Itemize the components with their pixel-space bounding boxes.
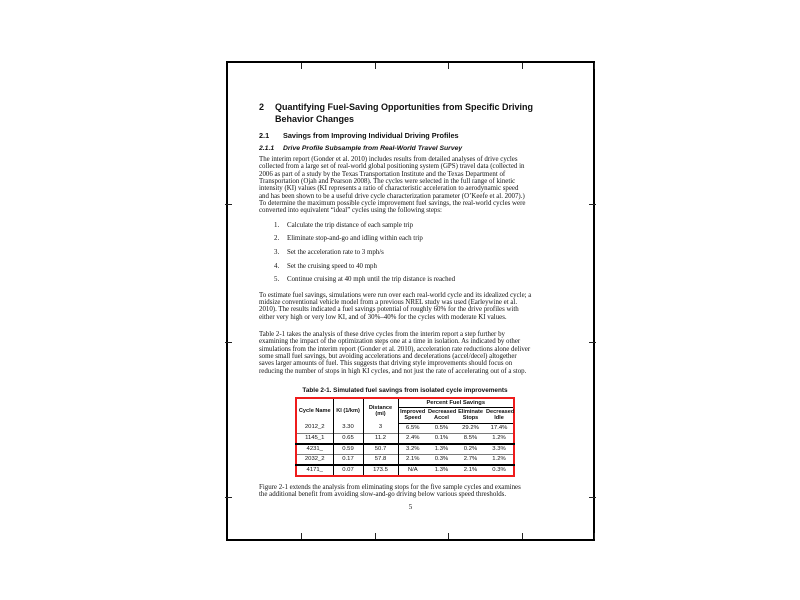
table-cell: 2032_2	[296, 454, 333, 465]
table-cell: 17.4%	[490, 424, 508, 431]
table-cell: N/A	[407, 466, 418, 473]
list-item-number: 4.	[274, 262, 280, 270]
column-header-decreased-accel: Decreased Accel	[428, 409, 457, 422]
table-cell: 0.2%	[463, 445, 478, 452]
section-number: 2	[259, 102, 265, 112]
table-cell: 2.1%	[406, 455, 420, 462]
crop-mark	[594, 533, 595, 539]
text-line: midsize conventional vehicle model from a previous NREL study was used (Earleywine et al.	[259, 298, 518, 306]
crop-mark	[522, 533, 523, 539]
list-item-text: Continue cruising at 40 mph until the trip distance is reached	[287, 276, 456, 284]
table-cell: 57.8	[363, 454, 398, 465]
table-cell: 173.5	[363, 465, 398, 476]
text-line: intensity (KI) values (KI represents a ratio of characteristic acceleration to aerodynamic speed	[259, 185, 519, 193]
list-item-text: Calculate the trip distance of each sample trip	[287, 221, 414, 229]
crop-mark	[589, 342, 596, 343]
table-cell: 0.65	[333, 433, 363, 444]
crop-mark	[594, 63, 595, 69]
list-item-number: 1.	[274, 221, 280, 229]
column-group-header-percent-fuel-savings: Percent Fuel Savings	[398, 398, 514, 408]
crop-mark	[448, 63, 449, 69]
text-line: To estimate fuel savings, simulations were run over each real-world cycle and its idealized cycle; a	[259, 291, 532, 299]
text-line: reducing the number of stops in high KI cycles, and not just the rate of accelerating out of a stop.	[259, 367, 527, 375]
table-cell: 2.7%	[463, 455, 478, 462]
table-cell: 29.2%	[462, 424, 479, 431]
table-cell: 0.1%	[434, 434, 449, 441]
list-item-text: Set the acceleration rate to 3 mph/s	[287, 248, 384, 256]
ideal-cycle-steps-list	[274, 222, 581, 284]
table-cell: 3	[363, 423, 398, 433]
table-cell: 0.5%	[434, 424, 449, 431]
table-cell: 1.2%	[492, 455, 506, 462]
text-line: the additional benefit from avoiding slow-and-go driving below various speed thresholds.	[259, 490, 507, 498]
section-title	[275, 102, 533, 125]
table-cell: 2012_2	[296, 423, 333, 433]
text-line: The interim report (Gonder et al. 2010) includes results from detailed analyses of drive cycles	[259, 156, 518, 163]
text-line: collected from a large set of real-world global positioning system (GPS) travel data (collected in	[259, 163, 525, 171]
text-line: Figure 2-1 extends the analysis from eliminating stops for the five sample cycles and examines	[259, 483, 521, 491]
text-line: Table 2-1 takes the analysis of these drive cycles from the interim report a step further by	[259, 330, 505, 338]
crop-mark	[589, 204, 596, 205]
column-header-cycle-name: Cycle Name	[296, 398, 333, 423]
table-cell: 1.3%	[434, 445, 449, 452]
subsubsection-heading	[259, 144, 581, 153]
text-line: saves larger amounts of fuel. This suggests that driving style improvements should focus on	[259, 360, 513, 368]
paragraph-simulation-results	[259, 292, 581, 321]
fuel-savings-table	[295, 397, 515, 477]
list-item	[274, 235, 581, 242]
table-cell: 11.2	[363, 433, 398, 444]
column-header-eliminate-stops: Eliminate Stops	[456, 408, 485, 423]
table-row	[296, 465, 514, 476]
table-row	[296, 433, 514, 444]
table-cell: 0.07	[333, 465, 363, 476]
subsubsection-title: Drive Profile Subsample from Real-World Travel Survey	[283, 145, 463, 152]
crop-mark	[225, 342, 232, 343]
table-cell: 0.3%	[492, 466, 506, 473]
table-cell: 3.30	[333, 423, 363, 433]
table-cell: 4231_	[296, 444, 333, 455]
text-line: 2006 as part of a study by the Texas Transportation Institute and the Texas Department of	[259, 170, 506, 178]
paragraph-survey-intro	[259, 156, 581, 215]
column-header-ki: KI (1/km)	[333, 398, 363, 423]
subsubsection-number: 2.1.1	[259, 145, 275, 152]
list-item-number: 2.	[274, 235, 280, 243]
list-item-text: Set the cruising speed to 40 mph	[287, 262, 377, 270]
table-cell: 50.7	[363, 444, 398, 455]
column-header-distance: Distance (mi)	[363, 398, 398, 423]
table-cell: 1145_1	[296, 433, 333, 444]
list-item	[274, 222, 581, 229]
crop-mark	[448, 533, 449, 539]
list-item	[274, 249, 581, 256]
table-cell: 4171_	[296, 465, 333, 476]
report-page	[226, 61, 595, 541]
list-item-number: 5.	[274, 276, 280, 284]
table-cell: 1.3%	[434, 466, 449, 473]
table-row	[296, 444, 514, 455]
subsection-title: Savings from Improving Individual Driving Profiles	[283, 131, 459, 140]
table-cell: 3.3%	[492, 445, 506, 452]
text-line: Behavior Changes	[275, 113, 355, 124]
table-cell: 8.5%	[463, 434, 478, 441]
crop-mark	[225, 497, 232, 498]
subsection-heading	[259, 131, 581, 140]
table-cell: 2.1%	[463, 466, 478, 473]
table-row	[296, 454, 514, 465]
table-cell: 2.4%	[406, 434, 420, 441]
list-item	[274, 276, 581, 283]
paragraph-table-discussion	[259, 331, 581, 375]
crop-mark	[375, 63, 376, 69]
table-cell: 0.59	[333, 444, 363, 455]
table-cell: 6.5%	[406, 424, 420, 431]
text-line: To determine the maximum possible cycle improvement fuel savings, the real-world cycles were	[259, 200, 526, 208]
text-line: 2010). The results indicated a fuel savings potential of roughly 60% for the drive profiles with	[259, 306, 519, 314]
table-cell: 1.2%	[492, 434, 506, 441]
subsection-number: 2.1	[259, 131, 270, 140]
text-line: Transportation (Ojah and Pearson 2008). The cycles were selected in the full range of kinetic	[259, 178, 516, 186]
text-line: examining the impact of the optimization steps one at a time in isolation. As indicated by other	[259, 338, 521, 346]
crop-mark	[375, 533, 376, 539]
table-row	[296, 423, 514, 433]
text-line: converted into equivalent “ideal” cycles using the following steps:	[259, 207, 442, 215]
list-item-text: Eliminate stop-and-go and idling within each trip	[287, 235, 423, 243]
text-line: Quantifying Fuel-Saving Opportunities from Specific Driving	[275, 102, 534, 112]
column-header-improved-speed: Improved Speed	[398, 408, 427, 423]
text-line: either very high or very low KI, and of 30%–40% for the cycles with moderate KI values.	[259, 313, 507, 321]
crop-mark	[589, 497, 596, 498]
list-item-number: 3.	[274, 248, 280, 256]
table-cell: 3.2%	[406, 445, 420, 452]
list-item	[274, 263, 581, 270]
column-header-decreased-idle: Decreased Idle	[486, 409, 515, 422]
crop-mark	[301, 533, 302, 539]
crop-mark	[301, 63, 302, 69]
page-content	[228, 63, 593, 498]
crop-mark	[522, 63, 523, 69]
text-line: simulations from the interim report (Gonder et al. 2010), acceleration rate reductions alone deliver	[259, 345, 531, 353]
section-heading	[259, 102, 581, 125]
page-number: 5	[408, 503, 413, 511]
table-caption: Table 2-1. Simulated fuel savings from isolated cycle improvements	[302, 386, 508, 394]
table-cell: 0.17	[333, 454, 363, 465]
text-line: some small fuel savings, but avoiding accelerations and decelerations (accel/decel) altogether	[259, 352, 517, 360]
text-line: and has been shown to be a useful drive cycle characterization parameter (O’Keefe et al. 2007).)	[259, 192, 525, 200]
table-cell: 0.3%	[434, 455, 449, 462]
fuel-savings-table-block	[295, 387, 515, 477]
crop-mark	[225, 204, 232, 205]
paragraph-figure-reference	[259, 484, 581, 499]
